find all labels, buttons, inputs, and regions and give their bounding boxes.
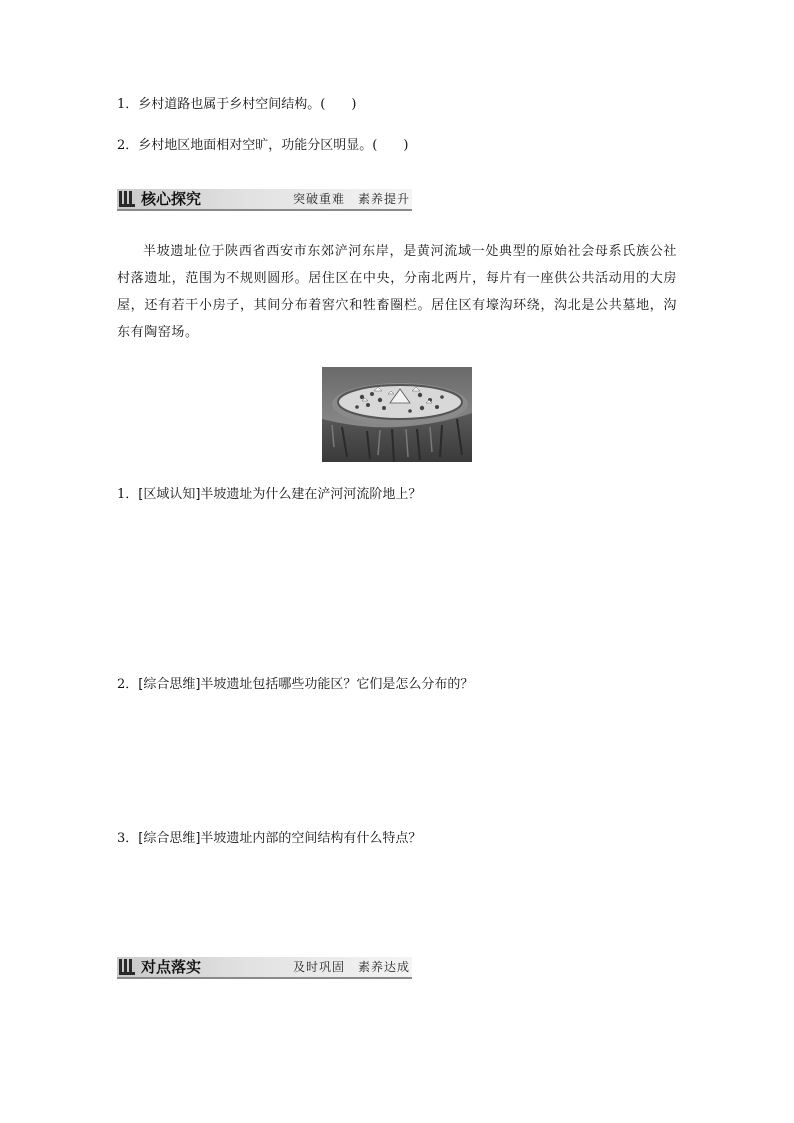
reading-passage: 半坡遗址位于陕西省西安市东郊浐河东岸，是黄河流域一处典型的原始社会母系氏族公社村落遗址，范围为不规则圆形。居住区在中央，分南北两片，每片有一座供公共活动用的大房屋，还有若干小房子，其间分布着窖穴和牲畜圈栏。居住区有壕沟环绕，沟北是公共墓地，沟东有陶窑场。 (117, 244, 677, 340)
judgment-1 (117, 97, 356, 113)
section-title: 对点落实 (141, 958, 202, 976)
question-1-number: 1． (117, 487, 139, 502)
book-icon (119, 959, 135, 975)
question-1-text: [区域认知]半坡遗址为什么建在浐河河流阶地上？ (138, 487, 422, 502)
judgment-2 (117, 138, 408, 154)
section-title: 核心探究 (141, 190, 202, 208)
banpo-site-model-photo (322, 367, 472, 462)
judgment-1-text: 乡村道路也属于乡村空间结构。( ) (138, 97, 357, 112)
section-header-practice (117, 957, 412, 979)
question-3-number: 3． (117, 831, 139, 846)
book-icon (119, 191, 135, 207)
section-header-core-inquiry (117, 189, 412, 211)
section-subtitle: 突破重难 素养提升 (292, 192, 410, 206)
section-subtitle: 及时巩固 素养达成 (292, 960, 410, 974)
question-2-number: 2． (117, 677, 139, 692)
question-3-text: [综合思维]半坡遗址内部的空间结构有什么特点？ (138, 831, 422, 846)
question-2-text: [综合思维]半坡遗址包括哪些功能区？它们是怎么分布的？ (138, 677, 474, 692)
judgment-1-number: 1． (117, 97, 139, 112)
judgment-2-number: 2． (117, 138, 139, 153)
question-3 (117, 831, 421, 847)
question-1 (117, 487, 421, 503)
question-2 (117, 677, 473, 693)
judgment-2-text: 乡村地区地面相对空旷，功能分区明显。( ) (138, 138, 409, 153)
